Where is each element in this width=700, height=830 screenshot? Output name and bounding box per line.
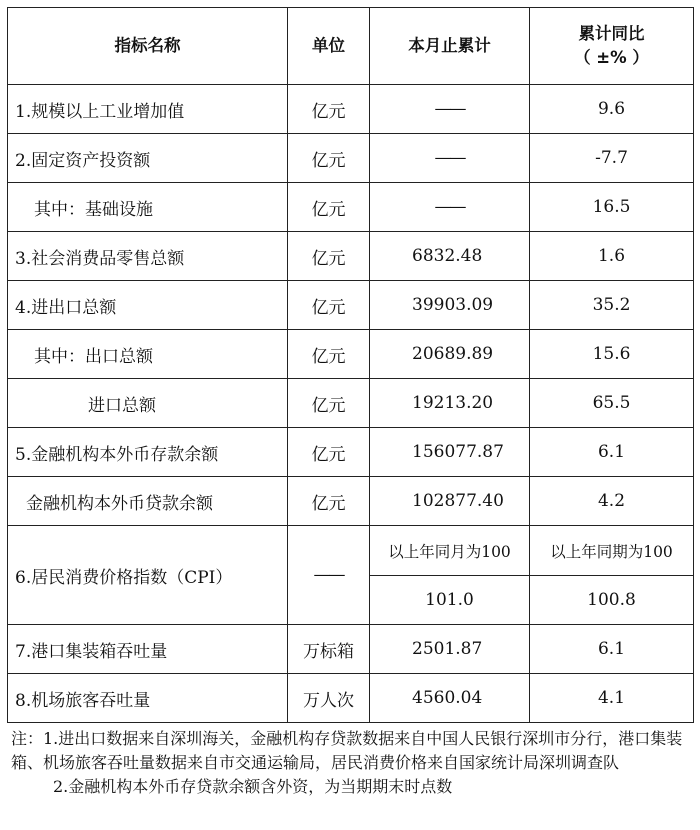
row-yoy: 4.1 [530, 674, 694, 723]
row-unit: 亿元 [288, 477, 370, 526]
row-yoy: 15.6 [530, 330, 694, 379]
row-yoy: 16.5 [530, 183, 694, 232]
footnote-2: 2.金融机构本外币存贷款余额含外资，为当期期末时点数 [53, 777, 453, 796]
row-value: 20689.89 [370, 330, 530, 379]
header-unit: 单位 [288, 8, 370, 85]
row-value: 156077.87 [370, 428, 530, 477]
header-cumulative: 本月止累计 [370, 8, 530, 85]
row-unit: 亿元 [288, 330, 370, 379]
row-value: 102877.40 [370, 477, 530, 526]
row-yoy: -7.7 [530, 134, 694, 183]
table-row [8, 428, 694, 477]
table-row [8, 134, 694, 183]
row-unit: 万人次 [288, 674, 370, 723]
row-value: —— [370, 183, 530, 232]
table-row [8, 674, 694, 723]
header-yoy-line2: （ ±% ） [574, 48, 649, 67]
row-unit: 亿元 [288, 232, 370, 281]
row-value: 6832.48 [370, 232, 530, 281]
row-yoy: 1.6 [530, 232, 694, 281]
cpi-row-header [8, 526, 694, 576]
row-unit: 亿元 [288, 183, 370, 232]
cpi-value-month: 101.0 [370, 576, 530, 625]
table-row [8, 625, 694, 674]
cpi-name: 6.居民消费价格指数（CPI） [8, 526, 288, 625]
row-name: 其中：基础设施 [8, 183, 288, 232]
header-yoy-line1: 累计同比 [578, 24, 645, 43]
row-value: —— [370, 134, 530, 183]
row-yoy: 6.1 [530, 625, 694, 674]
cpi-value-period: 100.8 [530, 576, 694, 625]
footnote [11, 727, 689, 799]
row-name: 4.进出口总额 [8, 281, 288, 330]
row-name: 7.港口集装箱吞吐量 [8, 625, 288, 674]
row-yoy: 6.1 [530, 428, 694, 477]
row-name: 其中：出口总额 [8, 330, 288, 379]
row-unit: 亿元 [288, 281, 370, 330]
cpi-unit: —— [288, 526, 370, 625]
row-value: 2501.87 [370, 625, 530, 674]
row-unit: 亿元 [288, 134, 370, 183]
cpi-subheader-period: 以上年同期为100 [530, 526, 694, 576]
row-value: 19213.20 [370, 379, 530, 428]
row-name: 金融机构本外币贷款余额 [8, 477, 288, 526]
row-yoy: 4.2 [530, 477, 694, 526]
table-row [8, 379, 694, 428]
row-name: 2.固定资产投资额 [8, 134, 288, 183]
table-row [8, 85, 694, 134]
footnote-1: 注：1.进出口数据来自深圳海关，金融机构存贷款数据来自中国人民银行深圳市分行，港口集装箱、机场旅客吞吐量数据来自市交通运输局，居民消费价格来自国家统计局深圳调查队 [11, 729, 683, 772]
statistics-table [7, 7, 694, 723]
cpi-subheader-month: 以上年同月为100 [370, 526, 530, 576]
header-yoy [530, 8, 694, 85]
row-unit: 亿元 [288, 379, 370, 428]
row-value: —— [370, 85, 530, 134]
table-row [8, 330, 694, 379]
row-name: 5.金融机构本外币存款余额 [8, 428, 288, 477]
table-header-row [8, 8, 694, 85]
header-indicator-name: 指标名称 [8, 8, 288, 85]
table-row [8, 477, 694, 526]
row-name: 8.机场旅客吞吐量 [8, 674, 288, 723]
row-yoy: 35.2 [530, 281, 694, 330]
row-name: 3.社会消费品零售总额 [8, 232, 288, 281]
row-value: 39903.09 [370, 281, 530, 330]
row-unit: 亿元 [288, 85, 370, 134]
row-yoy: 65.5 [530, 379, 694, 428]
row-name: 1.规模以上工业增加值 [8, 85, 288, 134]
row-value: 4560.04 [370, 674, 530, 723]
table-row [8, 281, 694, 330]
table-row [8, 232, 694, 281]
table-row [8, 183, 694, 232]
row-unit: 万标箱 [288, 625, 370, 674]
row-unit: 亿元 [288, 428, 370, 477]
row-yoy: 9.6 [530, 85, 694, 134]
row-name: 进口总额 [8, 379, 288, 428]
